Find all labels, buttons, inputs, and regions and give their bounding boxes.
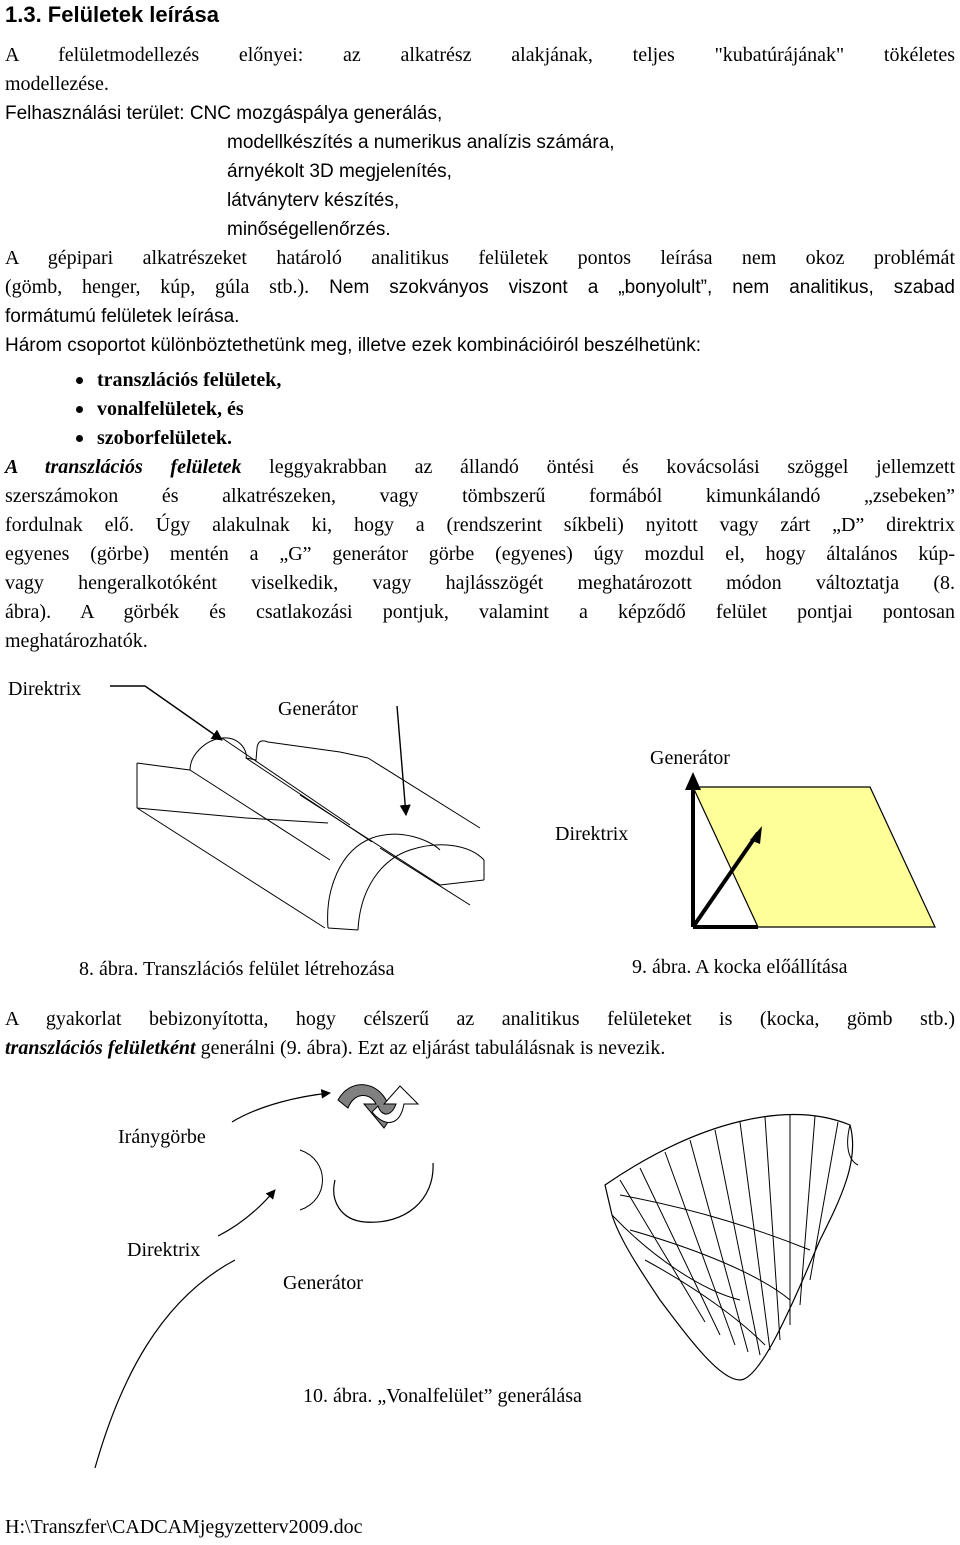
practice-line-1: A gyakorlat bebizonyította, hogy célszerű az analitikus felületeket is (kocka, gömb stb.)	[5, 1008, 955, 1030]
practice-paragraph	[5, 1005, 955, 1063]
intro-line-1: A felületmodellezés előnyei: az alkatrész alakjának, teljes "kubatúrájának" tökéletes	[5, 44, 955, 66]
fig10-drawing	[95, 1085, 858, 1468]
fig8-generator-arrow	[397, 706, 406, 815]
fig10-label-direktrix: Direktrix	[127, 1239, 201, 1261]
fig8-caption: 8. ábra. Transzlációs felület létrehozása	[79, 958, 395, 980]
fig9-parallelogram	[693, 787, 935, 927]
fig8-label-generator: Generátor	[278, 698, 358, 720]
usage-item-1: CNC mozgáspálya generálás,	[189, 103, 443, 124]
fig9-caption: 9. ábra. A kocka előállítása	[632, 956, 848, 978]
footer-file-path: H:\Transzfer\CADCAMjegyzetterv2009.doc	[5, 1516, 363, 1538]
practice-line-2: transzlációs felületként generálni (9. ábra). Ezt az eljárást tabulálásnak is nevezik.	[5, 1037, 666, 1059]
analytic-line-1: A gépipari alkatrészeket határoló analitikus felületek pontos leírása nem okoz problémát	[5, 247, 955, 269]
translation-line-1: A transzlációs felületek leggyakrabban az állandó öntési és kovácsolási szöggel jellemzett	[5, 456, 956, 478]
fig8-direktrix-leader	[110, 686, 222, 740]
fig9-label-generator: Generátor	[650, 747, 730, 769]
bullet-item: szoborfelületek.	[75, 424, 281, 453]
fig9-drawing	[685, 772, 935, 927]
translation-line-3: fordulnak elő. Úgy alakulnak ki, hogy a (rendszerint síkbeli) nyitott vagy zárt „D” direktrix	[5, 514, 955, 536]
fig9-generator-arrowhead-icon	[685, 772, 701, 790]
translation-line-2: szerszámokon és alkatrészeken, vagy tömbszerű formából kimunkálandó „zsebeken”	[5, 485, 955, 507]
fig10-iranygorbe-leader	[232, 1093, 330, 1122]
bullet-item: transzlációs felületek,	[75, 366, 281, 395]
fig10-direktrix-leader	[218, 1190, 275, 1236]
fig8-drawing	[110, 686, 484, 930]
usage-item-4: látványterv készítés,	[227, 190, 400, 211]
fig10-caption: 10. ábra. „Vonalfelület” generálása	[303, 1385, 582, 1407]
fig10-label-generator: Generátor	[283, 1272, 363, 1294]
translation-line-5: vagy hengeralkotóként viselkedik, vagy hajlásszögét meghatározott módon változtatja (8.	[5, 572, 955, 594]
usage-item-3: árnyékolt 3D megjelenítés,	[227, 161, 452, 182]
usage-label: Felhasználási terület:	[5, 103, 185, 124]
analytic-line-2: (gömb, henger, kúp, gúla stb.). Nem szokványos viszont a „bonyolult”, nem analitikus, szabad	[5, 276, 955, 298]
translation-line-4: egyenes (görbe) mentén a „G” generátor görbe (egyenes) úgy mozdul el, hogy általános kúp-	[5, 543, 955, 565]
analytic-line-3: formátumú felületek leírása.	[5, 306, 240, 327]
section-title: 1.3. Felületek leírása	[5, 2, 220, 27]
fig8-label-direktrix: Direktrix	[8, 678, 82, 700]
fig9-label-direktrix: Direktrix	[555, 823, 629, 845]
bullet-item: vonalfelületek, és	[75, 395, 281, 424]
translation-line-7: meghatározhatók.	[5, 630, 148, 652]
fig10-label-iranygorbe: Iránygörbe	[118, 1126, 206, 1148]
groups-intro: Három csoportot különböztethetünk meg, illetve ezek kombinációiról beszélhetünk:	[5, 335, 701, 356]
translation-line-6: ábra). A görbék és csatlakozási pontjuk, valamint a képződő felület pontjai pontosan	[5, 601, 955, 623]
usage-item-5: minőségellenőrzés.	[227, 219, 391, 240]
usage-item-2: modellkészítés a numerikus analízis számára,	[227, 132, 615, 153]
intro-line-2: modellezése.	[5, 73, 109, 95]
